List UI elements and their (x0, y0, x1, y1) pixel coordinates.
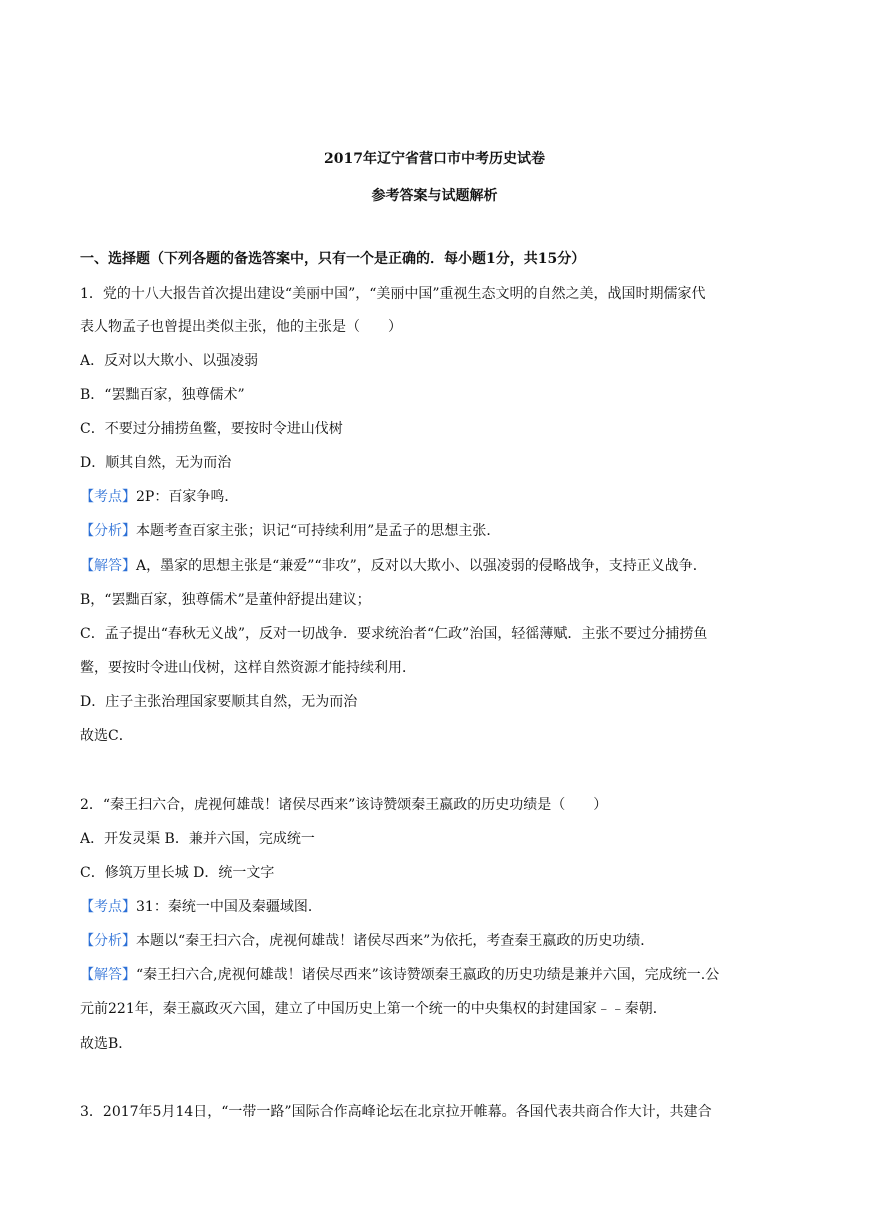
kaodian-tag: 【考点】 (80, 899, 136, 915)
q2-kaodian (80, 898, 800, 916)
kaodian-tag: 【考点】 (80, 489, 136, 505)
q1-option-b: B．“罢黜百家，独尊儒术” (80, 387, 245, 403)
fenxi-tag: 【分析】 (80, 523, 136, 539)
q2-jieda-text-1: “秦王扫六合,虎视何雄哉！诸侯尽西来”该诗赞颂秦王嬴政的历史功绩是兼并六国，完成统一.公 (136, 967, 720, 983)
q1-option-c: C．不要过分捕捞鱼鳖，要按时令进山伐树 (80, 421, 343, 437)
document-title: 2017年辽宁省营口市中考历史试卷 (324, 151, 545, 167)
document-subtitle: 参考答案与试题解析 (371, 188, 498, 204)
q1-jieda-line-5: D．庄子主张治理国家要顺其自然，无为而治 (80, 694, 358, 710)
q1-jieda-text-1: A，墨家的思想主张是“兼爱”“非攻”，反对以大欺小、以强凌弱的侵略战争，支持正义战争． (136, 558, 707, 574)
q1-fenxi-text: 本题考查百家主张；识记“可持续利用”是孟子的思想主张． (136, 523, 501, 539)
q1-option-d: D．顺其自然，无为而治 (80, 455, 232, 471)
q1-stem-line-1: 1．党的十八大报告首次提出建设“美丽中国”，“美丽中国”重视生态文明的自然之美，战国时期儒家代 (80, 286, 706, 302)
q1-stem-line-2: 表人物孟子也曾提出类似主张，他的主张是（ ） (80, 319, 402, 335)
q2-options-cd: C．修筑万里长城 D．统一文字 (80, 865, 275, 881)
q2-fenxi-text: 本题以“秦王扫六合，虎视何雄哉！诸侯尽西来”为依托，考查秦王嬴政的历史功绩． (136, 933, 655, 949)
q1-fenxi (80, 522, 800, 540)
q2-jieda (80, 966, 800, 984)
q1-kaodian (80, 488, 800, 506)
q1-jieda (80, 557, 800, 575)
q3-stem: 3．2017年5月14日，“一带一路”国际合作高峰论坛在北京拉开帷幕。各国代表共商合作大计，共建合 (80, 1104, 712, 1120)
q2-answer: 故选B． (80, 1036, 133, 1052)
q1-option-a: A．反对以大欺小、以强凌弱 (80, 353, 259, 369)
fenxi-tag: 【分析】 (80, 933, 136, 949)
jieda-tag: 【解答】 (80, 558, 136, 574)
q2-kaodian-text: 31：秦统一中国及秦疆域图． (136, 899, 322, 915)
q1-jieda-line-3: C．孟子提出“春秋无义战”，反对一切战争．要求统治者“仁政”治国，轻徭薄赋．主张不要过分捕捞鱼 (80, 626, 708, 642)
q1-answer: 故选C． (80, 728, 133, 744)
q2-options-ab: A．开发灵渠 B．兼并六国，完成统一 (80, 831, 315, 847)
q2-stem: 2．“秦王扫六合，虎视何雄哉！诸侯尽西来”该诗赞颂秦王嬴政的历史功绩是（ ） (80, 797, 608, 813)
jieda-tag: 【解答】 (80, 967, 136, 983)
q1-kaodian-text: 2P：百家争鸣． (136, 489, 239, 505)
q2-jieda-line-2: 元前221年，秦王嬴政灭六国，建立了中国历史上第一个统一的中央集权的封建国家﹣﹣秦朝． (80, 1001, 667, 1017)
section-heading: 一、选择题（下列各题的备选答案中，只有一个是正确的．每小题1分，共15分） (80, 251, 586, 267)
q1-jieda-line-4: 鳖，要按时令进山伐树，这样自然资源才能持续利用． (80, 660, 416, 676)
q2-fenxi (80, 932, 800, 950)
q1-jieda-line-2: B，“罢黜百家，独尊儒术”是董仲舒提出建议； (80, 592, 371, 608)
